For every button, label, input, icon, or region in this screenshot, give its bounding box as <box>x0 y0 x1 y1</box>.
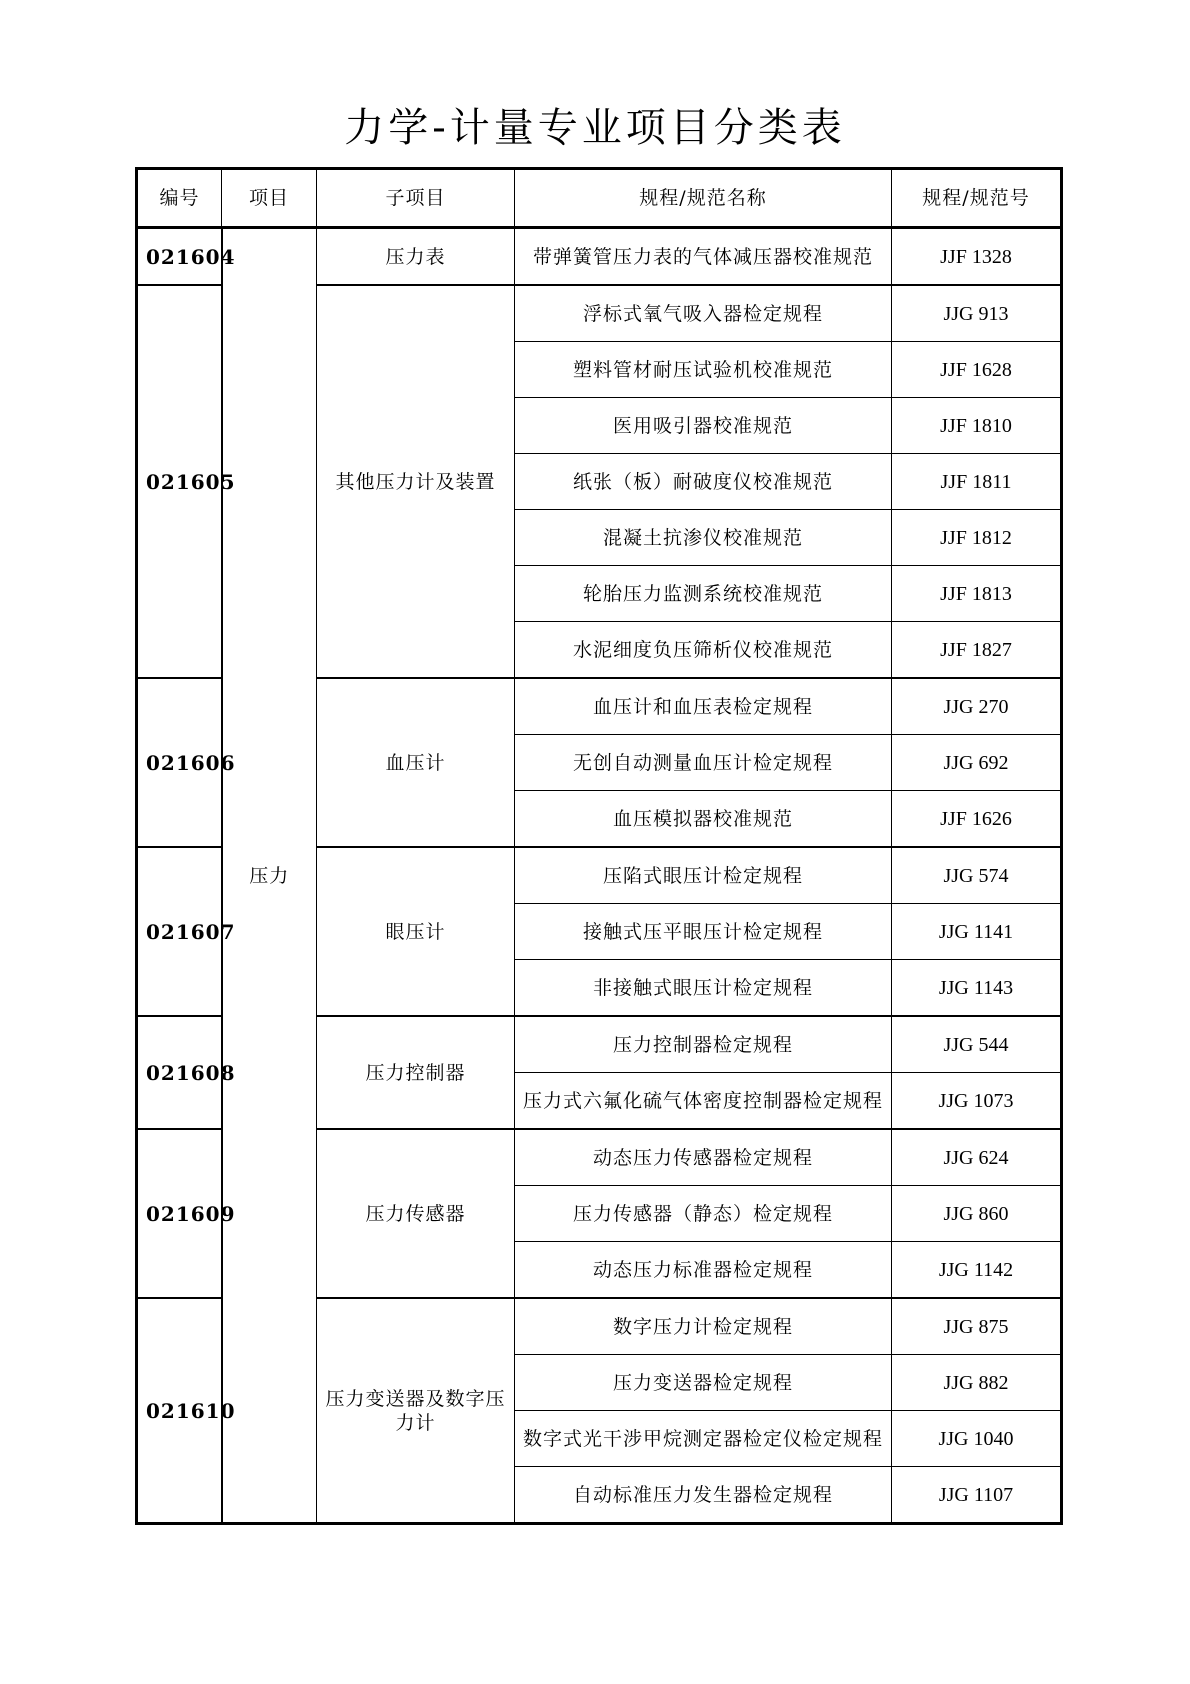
cell-subitem: 压力表 <box>317 228 515 286</box>
cell-spec-no: JJF 1626 <box>892 791 1062 848</box>
cell-subitem: 压力变送器及数字压力计 <box>317 1298 515 1524</box>
cell-subitem: 压力传感器 <box>317 1129 515 1298</box>
cell-code: 021605 <box>137 285 222 678</box>
cell-spec-name: 动态压力传感器检定规程 <box>515 1129 892 1186</box>
cell-spec-no: JJF 1810 <box>892 398 1062 454</box>
cell-spec-name: 动态压力标准器检定规程 <box>515 1242 892 1299</box>
table-body <box>137 228 1062 1524</box>
cell-spec-name: 带弹簧管压力表的气体减压器校准规范 <box>515 228 892 286</box>
cell-spec-name: 纸张（板）耐破度仪校准规范 <box>515 454 892 510</box>
header-item: 项目 <box>222 169 317 228</box>
cell-spec-no: JJG 1143 <box>892 960 1062 1017</box>
cell-spec-no: JJF 1827 <box>892 622 1062 679</box>
header-code: 编号 <box>137 169 222 228</box>
cell-code: 021609 <box>137 1129 222 1298</box>
cell-item: 压力 <box>222 228 317 1524</box>
cell-spec-no: JJG 544 <box>892 1016 1062 1073</box>
cell-spec-name: 塑料管材耐压试验机校准规范 <box>515 342 892 398</box>
page-title: 力学-计量专业项目分类表 <box>344 105 846 151</box>
cell-spec-name: 压力式六氟化硫气体密度控制器检定规程 <box>515 1073 892 1130</box>
cell-code: 021608 <box>137 1016 222 1129</box>
header-subitem: 子项目 <box>317 169 515 228</box>
cell-code: 021606 <box>137 678 222 847</box>
header-spec-name: 规程/规范名称 <box>515 169 892 228</box>
cell-spec-no: JJG 692 <box>892 735 1062 791</box>
cell-spec-name: 非接触式眼压计检定规程 <box>515 960 892 1017</box>
cell-spec-no: JJF 1328 <box>892 228 1062 286</box>
cell-spec-name: 水泥细度负压筛析仪校准规范 <box>515 622 892 679</box>
cell-spec-name: 无创自动测量血压计检定规程 <box>515 735 892 791</box>
cell-spec-name: 压力变送器检定规程 <box>515 1355 892 1411</box>
table-row <box>137 228 1062 286</box>
cell-spec-name: 血压模拟器校准规范 <box>515 791 892 848</box>
cell-spec-name: 接触式压平眼压计检定规程 <box>515 904 892 960</box>
cell-code: 021607 <box>137 847 222 1016</box>
spec-table <box>135 167 1063 1525</box>
cell-spec-no: JJF 1811 <box>892 454 1062 510</box>
cell-subitem: 眼压计 <box>317 847 515 1016</box>
cell-spec-no: JJG 1040 <box>892 1411 1062 1467</box>
cell-spec-name: 数字压力计检定规程 <box>515 1298 892 1355</box>
cell-code: 021610 <box>137 1298 222 1524</box>
cell-subitem: 其他压力计及装置 <box>317 285 515 678</box>
cell-spec-no: JJG 574 <box>892 847 1062 904</box>
cell-spec-name: 血压计和血压表检定规程 <box>515 678 892 735</box>
cell-spec-name: 压陷式眼压计检定规程 <box>515 847 892 904</box>
cell-spec-name: 轮胎压力监测系统校准规范 <box>515 566 892 622</box>
cell-spec-no: JJF 1813 <box>892 566 1062 622</box>
cell-spec-no: JJG 270 <box>892 678 1062 735</box>
cell-spec-no: JJF 1628 <box>892 342 1062 398</box>
cell-spec-name: 混凝土抗渗仪校准规范 <box>515 510 892 566</box>
cell-spec-name: 压力控制器检定规程 <box>515 1016 892 1073</box>
cell-spec-no: JJF 1812 <box>892 510 1062 566</box>
cell-spec-name: 自动标准压力发生器检定规程 <box>515 1467 892 1524</box>
cell-spec-no: JJG 624 <box>892 1129 1062 1186</box>
cell-spec-no: JJG 875 <box>892 1298 1062 1355</box>
header-spec-no: 规程/规范号 <box>892 169 1062 228</box>
cell-spec-name: 浮标式氧气吸入器检定规程 <box>515 285 892 342</box>
cell-spec-no: JJG 1141 <box>892 904 1062 960</box>
cell-spec-no: JJG 860 <box>892 1186 1062 1242</box>
cell-code: 021604 <box>137 228 222 286</box>
cell-spec-name: 医用吸引器校准规范 <box>515 398 892 454</box>
cell-spec-name: 压力传感器（静态）检定规程 <box>515 1186 892 1242</box>
cell-spec-no: JJG 1107 <box>892 1467 1062 1524</box>
cell-spec-no: JJG 882 <box>892 1355 1062 1411</box>
cell-subitem: 血压计 <box>317 678 515 847</box>
cell-spec-name: 数字式光干涉甲烷测定器检定仪检定规程 <box>515 1411 892 1467</box>
cell-spec-no: JJG 1142 <box>892 1242 1062 1299</box>
table-header-row <box>137 169 1062 228</box>
cell-spec-no: JJG 913 <box>892 285 1062 342</box>
cell-spec-no: JJG 1073 <box>892 1073 1062 1130</box>
cell-subitem: 压力控制器 <box>317 1016 515 1129</box>
